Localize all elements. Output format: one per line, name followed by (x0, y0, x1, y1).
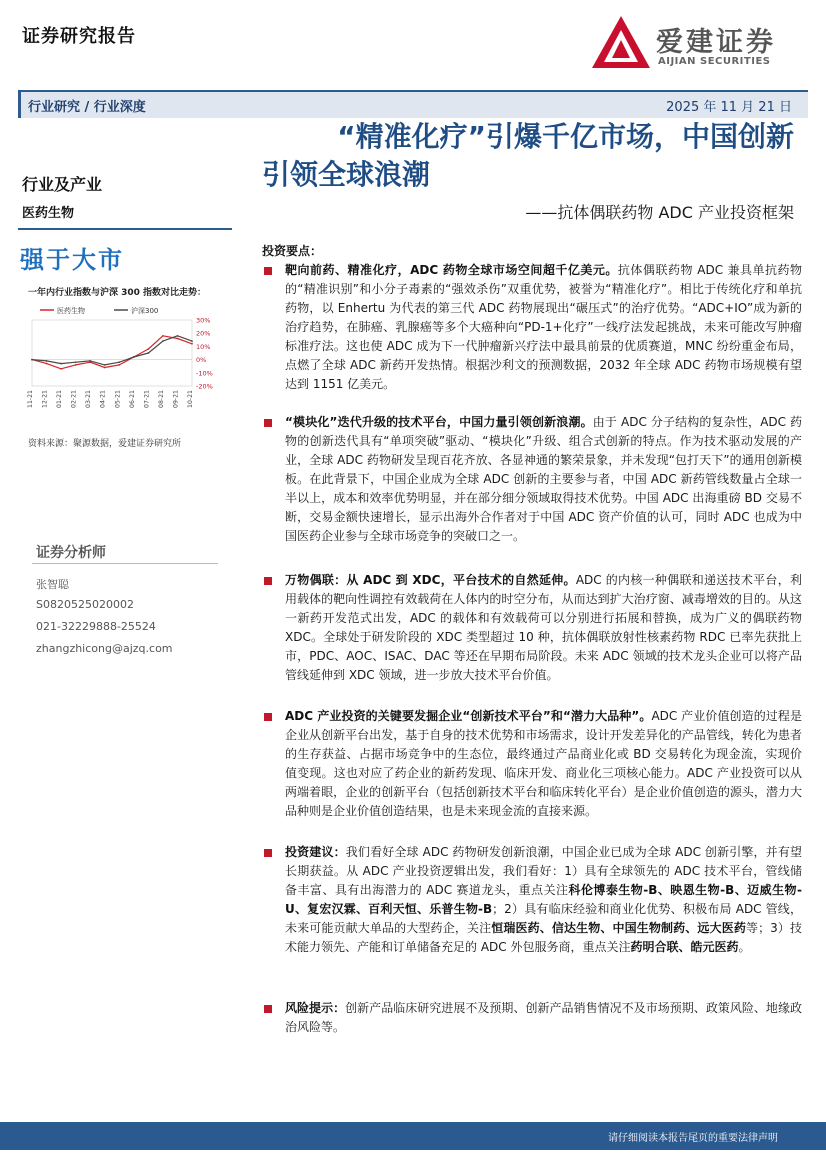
x-tick-label: 07-21 (143, 390, 151, 408)
category-band (18, 90, 808, 118)
legend-label: 沪深300 (131, 307, 159, 315)
data-point (162, 340, 164, 342)
data-point (104, 364, 106, 366)
key-point-lead: 万物偶联：从 ADC 到 XDC，平台技术的自然延伸。 (285, 573, 576, 587)
data-point (46, 360, 48, 362)
analyst-email[interactable]: zhangzhicong@ajzq.com (36, 642, 173, 655)
x-tick-label: 05-21 (114, 390, 122, 408)
logo-name-en: AIJIAN SECURITIES (658, 56, 771, 67)
key-points-title: 投资要点： (262, 244, 323, 258)
title-line-1: “精准化疗”引爆千亿市场，中国创新 (337, 120, 794, 153)
y-tick-label: -10% (196, 369, 213, 378)
data-point (118, 361, 120, 363)
analyst-divider (32, 563, 218, 564)
band-accent (18, 92, 21, 118)
key-point-body: ADC 产业价值创造的过程是企业从创新平台出发，基于自身的技术优势和市场需求，设计开发差异化的产品管线，转化为患者的生存获益、占据市场竞争中的生态位，最终通过产品商业化或 BD 交易转化为现金流，实现价值变现。这也对应了药企业的新药发现、临床开发、商业化三项核心能力。ADC 产业投资可以从两端着眼，企业的创新平台（包括创新技术平台和临床转化平台）是企业价值创造的源头，潜力大品种则是企业价值创造结果，也是未来现金流的直接来源。 (285, 709, 802, 818)
x-tick-label: 09-21 (172, 390, 180, 408)
recommended-companies: 药明合联、皓元医药 (630, 940, 739, 954)
key-point-body: 我们看好全球 ADC 药物研发创新浪潮，中国企业已成为全球 ADC 创新引擎，并有望长期获益。从 ADC 产业投资逻辑出发，我们看好：1）具有全球领先的 ADC 技术平台，管线储备丰富、具有出海潜力的 ADC 赛道龙头，重点关注 (285, 845, 802, 897)
recommended-companies: 恒瑞医药、信达生物、中国生物制药、远大医药 (491, 921, 746, 935)
y-tick-label: 30% (196, 316, 211, 325)
y-tick-label: 20% (196, 329, 211, 338)
key-point-body: 抗体偶联药物 ADC 兼具单抗药物的“精准识别”和小分子毒素的“强效杀伤”双重优势，被誉为“精准化疗”。相比于传统化疗和单抗药物，以 Enhertu 为代表的第三代 ADC 药物展现出“碾压式”的治疗优势。“ADC+IO”成为新的治疗趋势，在肺癌、乳腺癌等多个大癌种向“PD-1+化疗”一线疗法发起挑战，未来可能改写肿瘤标准疗法。这也使 ADC 成为下一代肿瘤新兴疗法中最具前景的优质赛道，MNC 纷纷重金布局，点燃了全球 ADC 新药开发热情。根据沙利文的预测数据，2032 年全球 ADC 药物市场规模有望达到 1151 亿美元。 (285, 263, 802, 391)
data-point (46, 363, 48, 365)
x-tick-label: 03-21 (85, 390, 93, 408)
x-tick-label: 06-21 (128, 390, 136, 408)
bullet-icon (264, 713, 272, 721)
x-tick-label: 01-21 (56, 390, 64, 408)
x-tick-label: 12-21 (41, 390, 49, 408)
key-point (262, 571, 802, 685)
y-tick-label: -20% (196, 382, 213, 391)
logo-mark-icon (590, 14, 652, 70)
logo-name-cn: 爱建证券 (656, 27, 776, 58)
key-point-body: 。 (738, 940, 751, 954)
data-point (75, 361, 77, 363)
footer-bar (0, 1122, 826, 1150)
report-category: 行业研究 / 行业深度 (28, 100, 146, 115)
company-logo (590, 14, 800, 72)
investment-advice (262, 843, 802, 957)
data-point (147, 348, 149, 350)
bullet-icon (264, 267, 272, 275)
recommended-companies: 科伦博泰生物-B、映恩生物-B、迈威生物-U、复宏汉霖、百利天恒、乐普生物-B (285, 883, 802, 916)
data-point (104, 367, 106, 369)
bullet-icon (264, 1005, 272, 1013)
data-point (60, 363, 62, 365)
analyst-phone: 021-32229888-25524 (36, 620, 156, 633)
legend-label: 医药生物 (57, 307, 85, 315)
data-point (147, 352, 149, 354)
key-point-lead: 风险提示： (285, 1001, 346, 1015)
chart-source: 资料来源：聚源数据，爱建证券研究所 (28, 439, 182, 449)
key-point-body: 等；3）技术能力领先、产能和订单储备充足的 ADC 外包服务商，重点关注 (285, 921, 802, 954)
legal-notice[interactable]: 请仔细阅读本报告尾页的重要法律声明 (608, 1133, 778, 1144)
series-line (32, 336, 192, 365)
key-point-body: 创新产品临床研究进展不及预期、创新产品销售情况不及市场预期、政策风险、地缘政治风险等。 (285, 1001, 802, 1034)
industry-name: 医药生物 (22, 206, 75, 221)
key-point-body: 由于 ADC 分子结构的复杂性，ADC 药物的创新迭代具有“单项突破”驱动、“模块化”升级、组合式创新的特点。作为技术驱动发展的产业，全球 ADC 药物研发呈现百花齐放、各显神通的繁荣景象，并未发现“包打天下”的通用创新模板。在此背景下，中国企业成为全球 ADC 创新的主要参与者，中国 ADC 新药管线数量占全球一半以上，成本和效率优势明显，并在部分细分领域取得技术优势。中国 ADC 出海重磅 BD 交易不断，交易金额快速增长，显示出海外合作者对于中国 ADC 资产价值的认可，同时 ADC 也成为中国医药企业参与全球市场竞争的突破口之一。 (285, 415, 802, 543)
data-point (31, 359, 33, 361)
plot-frame (32, 320, 192, 386)
key-point-lead: 投资建议： (285, 845, 346, 859)
report-subtitle: ——抗体偶联药物 ADC 产业投资框架 (525, 203, 794, 222)
report-title (262, 118, 794, 194)
data-point (191, 343, 193, 345)
key-point (262, 707, 802, 821)
x-tick-label: 08-21 (157, 390, 165, 408)
x-tick-label: 11-21 (27, 390, 34, 408)
key-point-lead: 靶向前药、精准化疗，ADC 药物全球市场空间超千亿美元。 (285, 263, 618, 277)
data-point (162, 335, 164, 337)
sidebar-divider (18, 228, 232, 230)
x-tick-label: 04-21 (99, 390, 107, 408)
data-point (60, 368, 62, 370)
data-point (177, 335, 179, 337)
x-tick-label: 02-21 (70, 390, 78, 408)
key-point (262, 261, 802, 394)
key-point-lead: ADC 产业投资的关键要发掘企业“创新技术平台”和“潜力大品种”。 (285, 709, 652, 723)
bullet-icon (264, 419, 272, 427)
investment-rating: 强于大市 (20, 246, 124, 274)
data-point (191, 340, 193, 342)
key-point (262, 413, 802, 546)
key-point-body: ADC 的内核一种偶联和递送技术平台，利用载体的靶向性调控有效载荷在人体内的时空分布，从而达到扩大治疗窗、减毒增效的目的。从这一新药开发范式出发，ADC 的载体和有效载荷可以分别进行拓展和替换，成为广义的偶联药物 XDC。全球处于研发阶段的 XDC 类型超过 10 种，抗体偶联放射性核素药物 RDC 已率先获批上市，PDC、AOC、ISAC、DAC 等还在早期布局阶段。未来 ADC 领域的技术龙头企业可以将产品管线延伸到 XDC 领域，进一步放大技术平台价值。 (285, 573, 802, 682)
data-point (75, 364, 77, 366)
data-point (177, 338, 179, 340)
document-type: 证券研究报告 (22, 26, 136, 47)
title-line-2: 引领全球浪潮 (262, 158, 431, 191)
key-point-body: ；2）具有临床经验和商业化优势、积极布局 ADC 管线，未来可能贡献大单品的大型药企，关注 (285, 902, 802, 935)
performance-chart (24, 302, 224, 420)
chart-title: 一年内行业指数与沪深 300 指数对比走势： (28, 288, 207, 298)
analyst-name: 张智聪 (36, 578, 69, 591)
bullet-icon (264, 577, 272, 585)
y-tick-label: 0% (196, 356, 207, 365)
bullet-icon (264, 849, 272, 857)
report-date: 2025 年 11 月 21 日 (666, 100, 792, 115)
x-tick-label: 10-21 (187, 390, 194, 408)
analyst-license: S0820525020002 (36, 598, 134, 611)
y-tick-label: 10% (196, 342, 211, 351)
data-point (89, 360, 91, 362)
data-point (118, 364, 120, 366)
industry-heading: 行业及产业 (22, 175, 103, 194)
risk-warning (262, 999, 802, 1037)
analyst-heading: 证券分析师 (36, 545, 106, 561)
data-point (133, 356, 135, 358)
key-point-lead: “模块化”迭代升级的技术平台，中国力量引领创新浪潮。 (285, 415, 593, 429)
